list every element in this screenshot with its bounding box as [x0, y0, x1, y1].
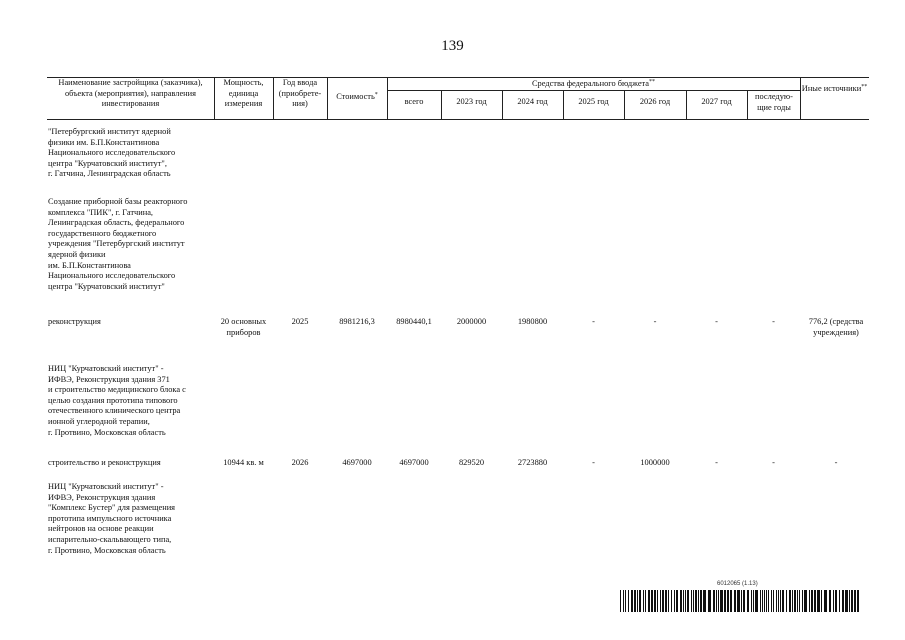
- text-line: отечественного клинического центра: [48, 406, 181, 416]
- header-other-sources-footnote-mark: **: [861, 84, 868, 90]
- header-2026: 2026 год: [639, 97, 671, 106]
- row-name: строительство и реконструкция: [48, 458, 161, 467]
- header-cost: [327, 92, 387, 103]
- text-line: г. Протвино, Московская область: [48, 427, 166, 437]
- header-capacity: Мощность, единица измерения: [223, 78, 264, 108]
- text-line: г. Гатчина, Ленинградская область: [48, 169, 171, 179]
- row-year: 2026: [291, 458, 309, 467]
- text-line: центра "Курчатовский институт": [48, 281, 165, 291]
- barcode-icon: [620, 590, 860, 612]
- header-other-sources: [800, 84, 869, 95]
- header-federal-budget-label: Средства федерального бюджета: [531, 79, 650, 88]
- header-later-years: последую-щие годы: [755, 92, 793, 112]
- row-2027: -: [715, 458, 718, 467]
- row-2026: -: [653, 317, 657, 326]
- text-line: Ленинградская область, федерального: [48, 218, 185, 228]
- barcode-label: 6012065 (1.13): [717, 581, 758, 587]
- page-number: 139: [441, 38, 464, 54]
- text-line: и строительство медицинского блока с: [48, 385, 186, 395]
- header-2023: 2023 год: [456, 97, 487, 106]
- text-line: государственного бюджетного: [48, 228, 157, 238]
- text-line: прототипа импульсного источника: [48, 513, 172, 523]
- row-2024: 1980800: [517, 317, 548, 326]
- row-total: 8980440,1: [396, 317, 432, 326]
- text-line: Национального исследовательского: [48, 271, 176, 281]
- row-later-years: -: [772, 317, 775, 326]
- text-line: физики им. Б.П.Константинова: [48, 137, 160, 147]
- row-later-years: -: [772, 458, 775, 467]
- text-line: испарительно-скальвающего типа,: [48, 535, 172, 544]
- header-2024: 2024 год: [517, 97, 548, 106]
- row-other-sources: 776,2 (средства учреждения): [808, 317, 864, 337]
- text-line: Национального исследовательского: [48, 148, 176, 158]
- row-2023: 2000000: [456, 317, 487, 326]
- row-2023: 829520: [458, 458, 485, 467]
- header-other-sources-label: Иные источники: [801, 84, 862, 93]
- text-line: целью создания прототипа типового: [48, 395, 178, 405]
- text-line: НИЦ "Курчатовский институт" -: [48, 482, 164, 491]
- row-other-sources: -: [834, 458, 838, 467]
- text-line: комплекса "ПИК", г. Гатчина,: [48, 207, 154, 217]
- header-cost-label: Стоимость: [336, 92, 375, 101]
- text-line: НИЦ "Курчатовский институт" -: [48, 364, 164, 373]
- header-federal-budget: [387, 79, 800, 90]
- text-line: центра "Курчатовский институт",: [48, 158, 167, 168]
- row-capacity: 10944 кв. м: [223, 458, 264, 467]
- row-2025: -: [592, 317, 595, 326]
- row-2027: -: [715, 317, 718, 326]
- header-name: Наименование застройщика (заказчика), объекта (мероприятия), направления инвестирования: [58, 78, 203, 108]
- row-cost: 8981216,3: [339, 317, 375, 326]
- text-line: ИФВЭ, Реконструкция здания 371: [48, 374, 170, 384]
- text-line: ядерной физики: [48, 250, 106, 259]
- header-cost-footnote-mark: *: [374, 92, 378, 98]
- row-capacity: 20 основных приборов: [220, 317, 267, 337]
- row-2026: 1000000: [640, 458, 670, 467]
- header-total: всего: [404, 97, 424, 106]
- text-line: "Петербургский институт ядерной: [48, 127, 171, 136]
- header-year: Год ввода (приобрете-ния): [278, 78, 322, 108]
- text-line: ионной углеродной терапии,: [48, 417, 150, 426]
- text-line: "Комплекс Бустер" для размещения: [48, 503, 176, 513]
- text-line: Создание приборной базы реакторного: [48, 197, 188, 206]
- header-2027: 2027 год: [701, 97, 732, 106]
- row-2025: -: [592, 458, 595, 467]
- header-federal-budget-footnote-mark: **: [649, 79, 656, 85]
- row-name: реконструкция: [48, 317, 101, 326]
- text-line: г. Протвино, Московская область: [48, 545, 166, 555]
- text-line: нейтронов на основе реакции: [48, 524, 154, 534]
- text-line: им. Б.П.Константинова: [48, 260, 131, 270]
- row-cost: 4697000: [342, 458, 372, 467]
- header-2025: 2025 год: [578, 97, 609, 106]
- row-year: 2025: [291, 317, 309, 326]
- row-2024: 2723880: [517, 458, 548, 467]
- text-line: ИФВЭ, Реконструкция здания: [48, 492, 156, 502]
- text-line: учреждения "Петербургский институт: [48, 239, 185, 249]
- row-total: 4697000: [399, 458, 429, 467]
